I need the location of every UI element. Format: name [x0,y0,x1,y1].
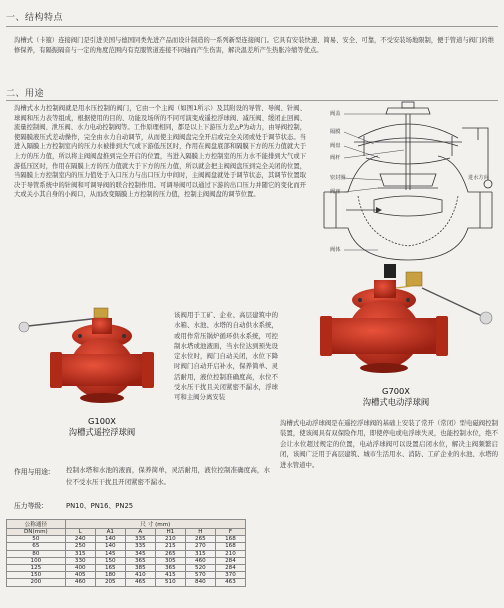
table-cell: 284 [215,557,245,564]
table-cell: 345 [125,550,155,557]
table-row [7,557,246,564]
section1-divider [6,26,498,27]
diagram-label-disc: 阀盘 [330,143,341,149]
table-row [7,543,246,550]
table-cell: 415 [155,572,185,579]
table-cell: 265 [185,536,215,543]
table-cell: 215 [155,543,185,550]
table-cell: 460 [185,557,215,564]
section1-heading: 一、结构特点 [6,13,64,23]
pressure-values: PN10、PN16、PN25 [66,502,134,510]
table-cell: 460 [65,579,95,586]
table-cell: 463 [215,579,245,586]
table-cell: 385 [125,564,155,571]
table-col-header: L [65,529,95,536]
table-cell: 250 [65,543,95,550]
table-cell: 145 [95,550,125,557]
diagram-label-diaphragm: 隔膜 [330,129,341,135]
table-cell: 330 [65,557,95,564]
g700x-model: G700X [382,386,410,396]
table-col-header: F [215,529,245,536]
table-cell: 284 [215,564,245,571]
table-cell: 520 [185,564,215,571]
table-col-header: A1 [95,529,125,536]
table-cell: 365 [155,564,185,571]
table-cell: 140 [95,543,125,550]
g700x-description: 沟槽式电动浮球阀是在遥控浮球阀的基础上安装了常开（常闭）型电磁阀控制装置，使该阀具有双保险作用，即使停电或电浮球失灵，也能控制水位，绝不会让水位超过规定的位置，电动浮球阀可以设置启闭水位，解决主阀频繁启闭，该阀广泛用于高层建筑、城市生活用水、消防、工矿企业的水池、水塔的进水管道中。 [280,419,498,469]
table-cell: 265 [155,550,185,557]
g100x-description: 该阀用于工矿、企业、高层建筑中的水箱、水池、水塔的自动供水系统，或用作常压锅炉循环供水系统，可控制水塔或池液面，当水位达到预先设定水位时，阀门自动关闭，水位下降时阀门自动开启补水，保养简单、灵活耐用，液位控制准确度高，水位不受水压干扰且关闭紧密不漏水，浮球可和主阀分离安装 [174,311,278,402]
g100x-name: 沟槽式遥控浮球阀 [68,427,136,437]
table-cell: 840 [185,579,215,586]
table-cell: 465 [125,579,155,586]
spec-table [6,519,246,587]
table-cell: 305 [155,557,185,564]
table-cell: 50 [7,536,66,543]
diagram-label-cover: 阀盖 [330,111,341,117]
valve-cross-section-diagram [318,100,500,272]
usage-text: 控制水塔和水池的液面，保养简单，灵活耐用，液位控制准确度高，水位不受水压干扰且开闭紧密不漏水。 [66,466,270,486]
table-cell: 210 [215,550,245,557]
table-row [7,572,246,579]
table-col-header: H1 [155,529,185,536]
table-cell: 165 [95,564,125,571]
table-cell: 205 [95,579,125,586]
table-corner-bottom: DN(mm) [7,529,66,536]
table-cell: 140 [95,536,125,543]
table-corner-top: 公称通径 [7,520,66,529]
table-group-header: 尺 寸 (mm) [65,520,245,529]
table-row [7,550,246,557]
table-col-header: H [185,529,215,536]
table-cell: 315 [65,550,95,557]
table-cell: 410 [125,572,155,579]
table-cell: 370 [215,572,245,579]
table-cell: 510 [155,579,185,586]
table-cell: 240 [65,536,95,543]
table-cell: 200 [7,579,66,586]
table-cell: 125 [7,564,66,571]
table-cell: 315 [185,550,215,557]
table-cell: 100 [7,557,66,564]
table-cell: 65 [7,543,66,550]
table-cell: 570 [185,572,215,579]
table-cell: 270 [185,543,215,550]
table-cell: 335 [125,536,155,543]
table-cell: 180 [95,572,125,579]
table-cell: 210 [155,536,185,543]
g700x-valve-image [304,258,500,378]
table-cell: 365 [125,557,155,564]
table-cell: 168 [215,543,245,550]
diagram-label-seal: 密封圈 [330,175,346,181]
table-cell: 168 [215,536,245,543]
table-row [7,579,246,586]
section2-text: 沟槽式水力控制阀就是用水压控制的阀门，它由一个主阀（如图1所示）及其附设的导管、导阀、针阀、球阀和压力表等组成，根据使用的目的、功能及场所的不同可演变成遥控浮球阀、减压阀、缓闭止回阀、流量控制阀、泄压阀、水力电动控制阀等。工作原理相同，都是以上下游压力差△P为动力，由导阀控制，使隔膜液压式差动操作，完全由水力自动调节，从而使主阀阀盘完全开启或完全关闭或处于调节状态。当进入隔膜上方控制室内的压力水被排到大气或下游低压区时，作用在阀盘底部和隔膜下方的压力值就大于上方的压力值，所以将主阀阀盘推到完全开启的位置，当进入隔膜上方控制室的压力水不能排到大气或下游低压区时，作用在隔膜上方的压力值就大于下方的压力值，所以就会把主阀阀盘压到完全关闭的位置，当隔膜上方控制室内的压力值处于入口压力与出口压力中间时，主阀阀盘就处于调节状态，其调节位置取决于导管系统中的针阀和可调导阀的联合控制作用。可调导阀可以通过下游的出口压力并随它的变化而开大或关小其自身的小阀口，从而改变隔膜上方控制的压力值，控制主阀阀盘的调节位置。 [14,105,306,199]
table-col-header: A [125,529,155,536]
table-row [7,536,246,543]
section1-text: 沟槽式（卡箍）连接阀门是引进美国与德国同类先进产品而设计制造的一系列新型连接阀门。它具有安装快速、简易、安全、可靠，不受安装场地限制，便于管道与阀门的维修保养，有隔振隔音与一定的角度范围内有克服管道连接不同轴而产生伤害，解决温差所产生热胀冷缩等优点。 [14,37,494,54]
usage-label: 作用与用途: [14,468,51,476]
table-cell: 405 [65,572,95,579]
g100x-model: G100X [88,416,116,426]
diagram-label-seat: 阀座 [330,189,341,195]
table-cell: 400 [65,564,95,571]
table-cell: 335 [125,543,155,550]
section2-heading: 二、用途 [6,89,45,99]
table-cell: 150 [95,557,125,564]
table-cell: 150 [7,572,66,579]
diagram-label-inflow: 进水方向 [468,175,489,181]
table-row [7,564,246,571]
g100x-valve-image [8,300,180,410]
table-cell: 80 [7,550,66,557]
g700x-name: 沟槽式电动浮球阀 [362,397,430,407]
diagram-label-stem: 阀杆 [330,155,341,161]
pressure-label: 压力等级: [14,502,44,510]
diagram-label-body: 阀体 [330,247,341,253]
